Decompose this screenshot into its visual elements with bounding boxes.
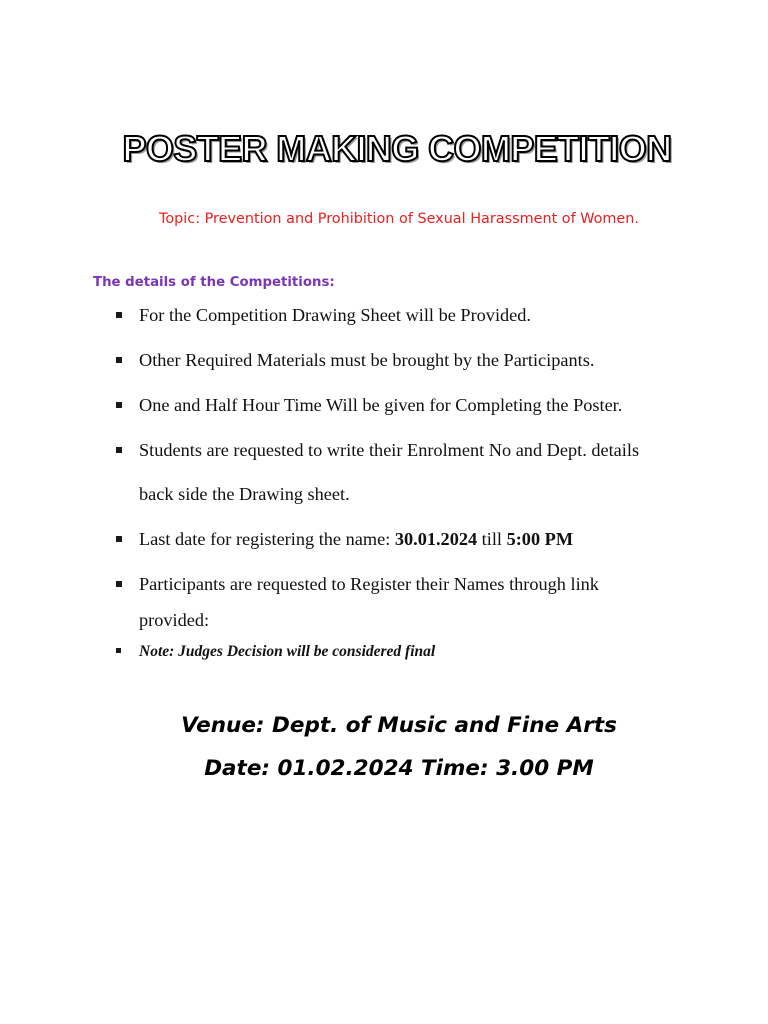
list-item-register [116, 572, 736, 632]
list-item-note [116, 640, 736, 664]
item-text-line1: Participants are requested to Register their Names through link [139, 574, 599, 594]
square-bullet-icon [116, 648, 121, 653]
list-item-drawing-sheet [116, 303, 736, 327]
item-text: Other Required Materials must be brought by the Participants. [139, 350, 595, 370]
topic-line: Topic: Prevention and Prohibition of Sexual Harassment of Women. [159, 211, 639, 227]
details-list [116, 303, 736, 664]
poster-title: POSTER MAKING COMPETITION [122, 128, 672, 169]
list-item-time [116, 393, 736, 417]
last-date-value: 30.01.2024 [394, 529, 478, 549]
square-bullet-icon [116, 312, 122, 318]
square-bullet-icon [116, 536, 122, 542]
item-text-line1: Students are requested to write their Enrolment No and Dept. details [139, 440, 640, 460]
note-text: Note: Judges Decision will be considered final [139, 643, 436, 660]
item-text-line2: back side the Drawing sheet. [139, 484, 350, 504]
square-bullet-icon [116, 447, 122, 453]
square-bullet-icon [116, 581, 122, 587]
venue-line: Venue: Dept. of Music and Fine Arts [181, 713, 617, 738]
list-item-materials [116, 348, 736, 372]
list-item-last-date [116, 527, 736, 551]
item-text: For the Competition Drawing Sheet will be Provided. [139, 305, 531, 325]
square-bullet-icon [116, 402, 122, 408]
item-text: Last date for registering the name: [139, 529, 395, 549]
date-time-line: Date: 01.02.2024 Time: 3.00 PM [204, 756, 594, 781]
last-time-value: 5:00 PM [506, 529, 574, 549]
item-text-line2: provided: [139, 610, 210, 630]
square-bullet-icon [116, 357, 122, 363]
item-text: till [477, 529, 507, 549]
item-text: One and Half Hour Time Will be given for Completing the Poster. [139, 395, 623, 415]
list-item-enrolment [116, 438, 736, 506]
details-heading: The details of the Competitions: [93, 275, 335, 290]
